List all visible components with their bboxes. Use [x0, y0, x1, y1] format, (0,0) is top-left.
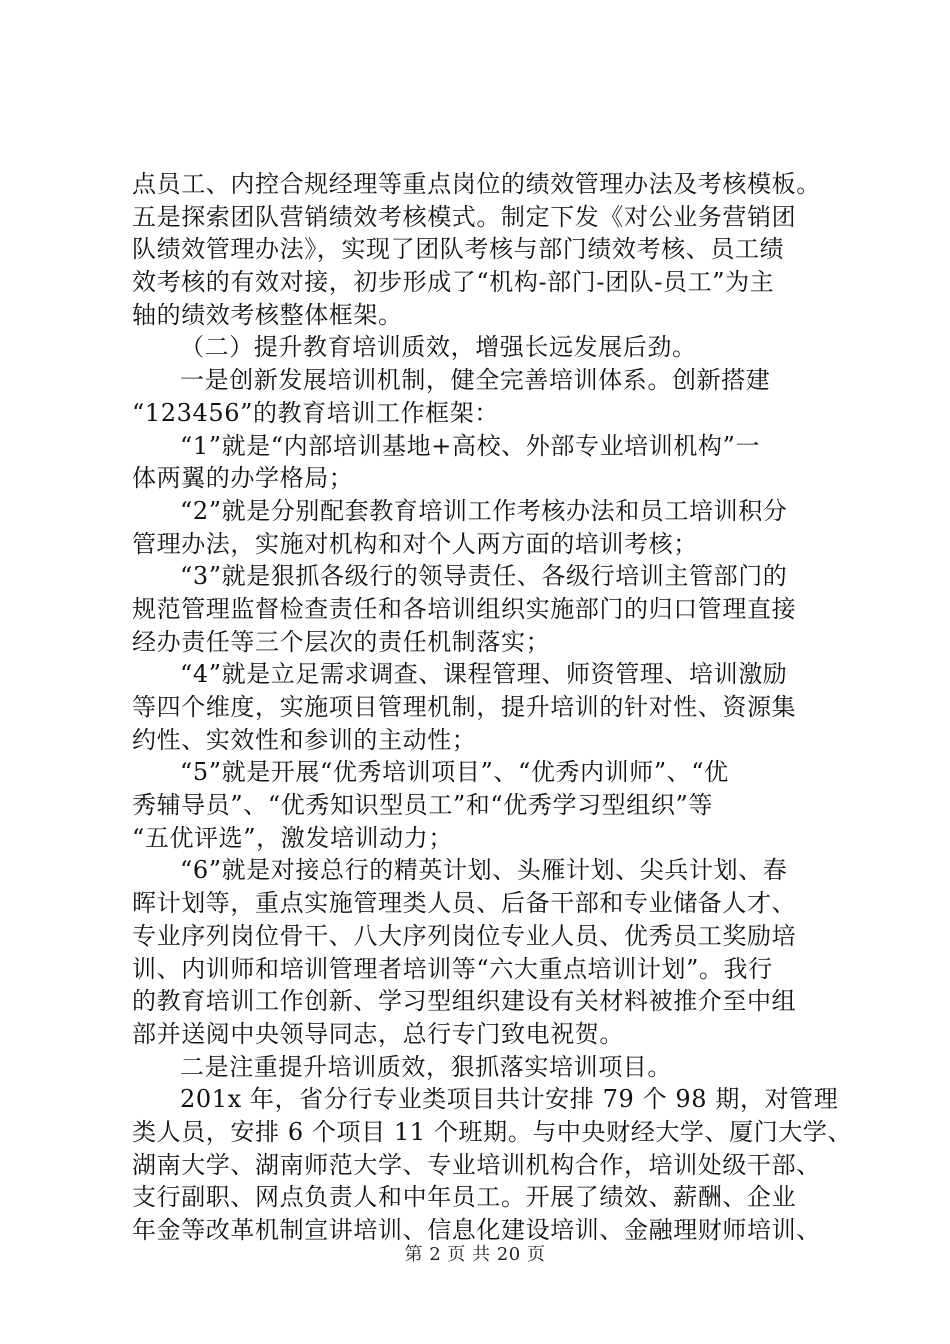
text-line: 支行副职、网点负责人和中年员工。开展了绩效、薪酬、企业	[132, 1183, 797, 1212]
text-line: 体两翼的办学格局；	[132, 464, 354, 493]
text-line: “4”就是立足需求调查、课程管理、师资管理、培训激励	[180, 660, 788, 689]
text-line: 队绩效管理办法》，实现了团队考核与部门绩效考核、员工绩	[132, 235, 785, 264]
text-line: “1”就是“内部培训基地+高校、外部专业培训机构”一	[180, 431, 761, 460]
text-line: 轴的绩效考核整体框架。	[132, 300, 403, 329]
text-line: “五优评选”，激发培训动力；	[132, 823, 453, 852]
text-line: 秀辅导员”、“优秀知识型员工”和“优秀学习型组织”等	[132, 791, 713, 820]
text-line: 的教育培训工作创新、学习型组织建设有关材料被推介至中组	[132, 987, 797, 1016]
text-line: 201x 年，省分行专业类项目共计安排 79 个 98 期，对管理	[180, 1085, 839, 1114]
page-footer: 第 2 页 共 20 页	[404, 1244, 546, 1265]
text-line: 二是注重提升培训质效，狠抓落实培训项目。	[180, 1052, 672, 1081]
text-line: 晖计划等，重点实施管理类人员、后备干部和专业储备人才、	[132, 889, 797, 918]
text-line: “5”就是开展“优秀培训项目”、“优秀内训师”、“优	[180, 758, 729, 787]
text-line: 约性、实效性和参训的主动性；	[132, 725, 477, 754]
text-line: 五是探索团队营销绩效考核模式。制定下发《对公业务营销团	[132, 202, 797, 231]
text-line: “6”就是对接总行的精英计划、头雁计划、尖兵计划、春	[180, 856, 788, 885]
text-line: 年金等改革机制宣讲培训、信息化建设培训、金融理财师培训、	[132, 1216, 821, 1244]
text-line: 规范管理监督检查责任和各培训组织实施部门的归口管理直接	[132, 594, 797, 623]
text-line: 一是创新发展培训机制，健全完善培训体系。创新搭建	[180, 366, 771, 395]
text-line: 湖南大学、湖南师范大学、专业培训机构合作，培训处级干部、	[132, 1150, 821, 1179]
text-line: 经办责任等三个层次的责任机制落实；	[132, 627, 551, 656]
document-body	[132, 168, 853, 1247]
text-line: 效考核的有效对接，初步形成了“机构-部门-团队-员工”为主	[132, 268, 775, 297]
text-line: “3”就是狠抓各级行的领导责任、各级行培训主管部门的	[180, 562, 788, 591]
text-line: 点员工、内控合规经理等重点岗位的绩效管理办法及考核模板。	[132, 170, 821, 198]
text-line: “123456”的教育培训工作框架：	[132, 398, 499, 427]
text-line: “2”就是分别配套教育培训工作考核办法和员工培训积分	[180, 496, 788, 525]
text-line: 等四个维度，实施项目管理机制，提升培训的针对性、资源集	[132, 693, 797, 721]
text-line: 管理办法，实施对机构和对个人两方面的培训考核；	[132, 529, 698, 558]
text-line: （二）提升教育培训质效，增强长远发展后劲。	[180, 333, 697, 362]
text-line: 专业序列岗位骨干、八大序列岗位专业人员、优秀员工奖励培	[132, 921, 797, 950]
text-line: 训、内训师和培训管理者培训等“六大重点培训计划”。我行	[132, 954, 773, 983]
text-line: 部并送阅中央领导同志，总行专门致电祝贺。	[132, 1019, 624, 1048]
text-line: 类人员，安排 6 个项目 11 个班期。与中央财经大学、厦门大学、	[132, 1117, 853, 1146]
